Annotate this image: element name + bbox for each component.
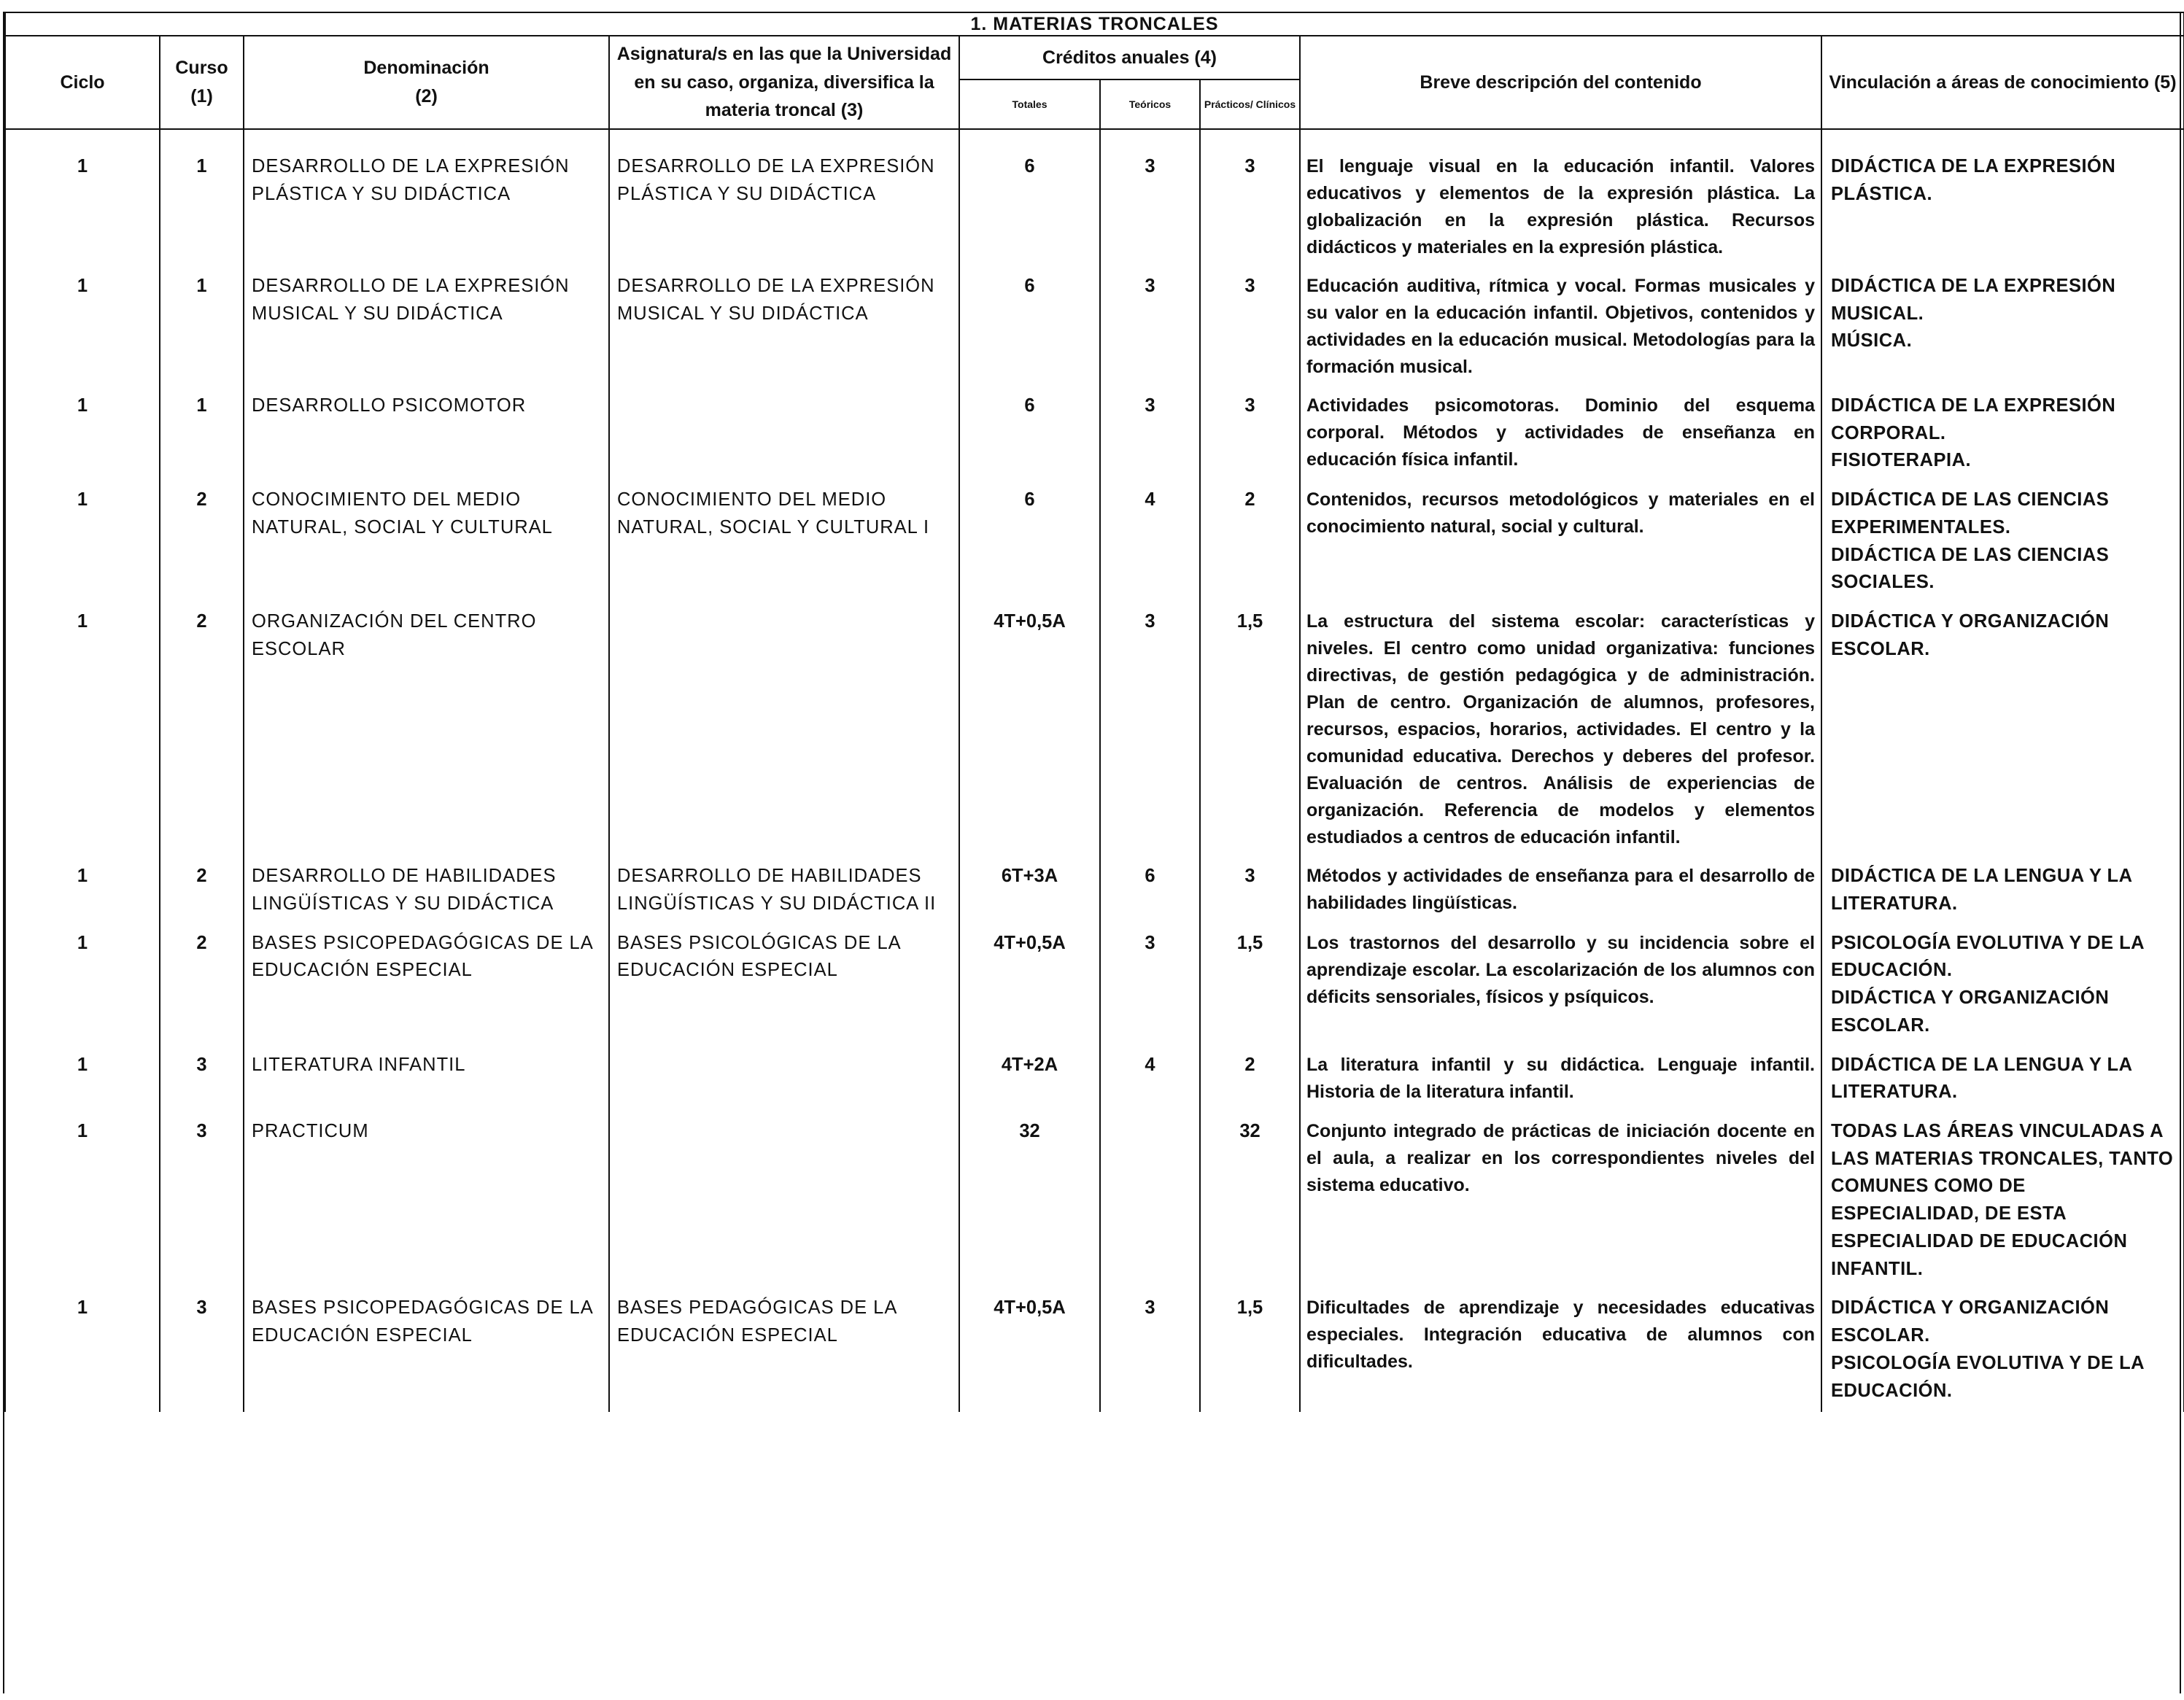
document-page [3,12,2181,1693]
creditos-teoricos-cell: 6 [1100,858,1200,925]
area-item: MÚSICA. [1831,330,1913,352]
vinculacion-cell [1821,1290,2184,1412]
asignatura-cell: BASES PSICOLÓGICAS DE LA EDUCACIÓN ESPECIAL [609,925,959,1047]
denominacion-cell: DESARROLLO PSICOMOTOR [244,388,609,482]
denominacion-cell: LITERATURA INFANTIL [244,1047,609,1114]
header-creditos: Créditos anuales (4) [959,36,1300,79]
creditos-practicos-cell: 3 [1200,388,1300,482]
area-item: PSICOLOGÍA EVOLUTIVA Y DE LA EDUCACIÓN. [1831,1352,2145,1401]
descripcion-cell: Conjunto integrado de prácticas de iniciación docente en el aula, a realizar en los correspondientes niveles del sistema educativo. [1300,1114,1821,1290]
vinculacion-cell [1821,482,2184,604]
area-item: DIDÁCTICA DE LA LENGUA Y LA LITERATURA. [1831,866,2132,914]
area-item: DIDÁCTICA Y ORGANIZACIÓN ESCOLAR. [1831,1297,2110,1346]
denominacion-cell: BASES PSICOPEDAGÓGICAS DE LA EDUCACIÓN ESPECIAL [244,925,609,1047]
header-ciclo: Ciclo [5,36,160,129]
asignatura-cell [609,604,959,858]
header-denominacion: Denominación (2) [244,36,609,129]
table-row [5,1290,2184,1412]
ciclo-cell: 1 [5,1290,160,1412]
creditos-totales-cell: 4T+0,5A [959,604,1100,858]
curso-cell: 3 [160,1114,244,1290]
table-row [5,1047,2184,1114]
creditos-practicos-cell: 1,5 [1200,925,1300,1047]
area-item: DIDÁCTICA DE LA EXPRESIÓN CORPORAL. [1831,395,2116,443]
creditos-teoricos-cell: 3 [1100,388,1200,482]
vinculacion-cell [1821,925,2184,1047]
creditos-practicos-cell: 1,5 [1200,604,1300,858]
vinculacion-cell [1821,388,2184,482]
creditos-teoricos-cell [1100,1114,1200,1290]
descripcion-cell: Educación auditiva, rítmica y vocal. Formas musicales y su valor en la educación infantil. Objetivos, contenidos y actividades en la educación musical. Metodologías para la formación musical. [1300,268,1821,388]
creditos-totales-cell: 6 [959,388,1100,482]
asignatura-cell [609,1047,959,1114]
asignatura-cell: DESARROLLO DE HABILIDADES LINGÜÍSTICAS Y SU DIDÁCTICA II [609,858,959,925]
vinculacion-cell [1821,149,2184,268]
asignatura-cell: BASES PEDAGÓGICAS DE LA EDUCACIÓN ESPECIAL [609,1290,959,1412]
area-item: FISIOTERAPIA. [1831,450,1972,471]
creditos-totales-cell: 4T+0,5A [959,1290,1100,1412]
denominacion-cell: DESARROLLO DE LA EXPRESIÓN PLÁSTICA Y SU DIDÁCTICA [244,149,609,268]
area-item: TODAS LAS ÁREAS VINCULADAS A LAS MATERIAS TRONCALES, TANTO COMUNES COMO DE ESPECIALIDAD, DE ESTA ESPECIALIDAD DE EDUCACIÓN INFANTIL. [1831,1121,2174,1279]
denominacion-cell: CONOCIMIENTO DEL MEDIO NATURAL, SOCIAL Y CULTURAL [244,482,609,604]
area-item: DIDÁCTICA DE LA EXPRESIÓN PLÁSTICA. [1831,156,2116,204]
ciclo-cell: 1 [5,604,160,858]
area-item: DIDÁCTICA DE LAS CIENCIAS SOCIALES. [1831,544,2110,593]
ciclo-cell: 1 [5,925,160,1047]
creditos-practicos-cell: 32 [1200,1114,1300,1290]
table-row [5,149,2184,268]
curso-cell: 3 [160,1290,244,1412]
descripcion-cell: Los trastornos del desarrollo y su incidencia sobre el aprendizaje escolar. La escolarización de los alumnos con déficits sensoriales, físicos y psíquicos. [1300,925,1821,1047]
curso-cell: 1 [160,149,244,268]
table-title: 1. MATERIAS TRONCALES [5,12,2184,36]
ciclo-cell: 1 [5,268,160,388]
asignatura-cell: DESARROLLO DE LA EXPRESIÓN MUSICAL Y SU DIDÁCTICA [609,268,959,388]
creditos-totales-cell: 6 [959,482,1100,604]
header-descripcion: Breve descripción del contenido [1300,36,1821,129]
header-practicos: Prácticos/ Clínicos [1200,79,1300,129]
curso-cell: 2 [160,604,244,858]
area-item: PSICOLOGÍA EVOLUTIVA Y DE LA EDUCACIÓN. [1831,932,2145,981]
area-item: DIDÁCTICA DE LA EXPRESIÓN MUSICAL. [1831,276,2116,324]
creditos-totales-cell: 4T+2A [959,1047,1100,1114]
creditos-teoricos-cell: 3 [1100,1290,1200,1412]
denominacion-cell: BASES PSICOPEDAGÓGICAS DE LA EDUCACIÓN ESPECIAL [244,1290,609,1412]
area-item: DIDÁCTICA DE LAS CIENCIAS EXPERIMENTALES. [1831,489,2110,537]
descripcion-cell: Contenidos, recursos metodológicos y materiales en el conocimiento natural, social y cultural. [1300,482,1821,604]
asignatura-cell [609,388,959,482]
denominacion-cell: PRACTICUM [244,1114,609,1290]
curso-cell: 2 [160,858,244,925]
ciclo-cell: 1 [5,1047,160,1114]
creditos-practicos-cell: 1,5 [1200,1290,1300,1412]
curso-cell: 1 [160,268,244,388]
header-curso: Curso (1) [160,36,244,129]
header-asignaturas: Asignatura/s en las que la Universidad en su caso, organiza, diversifica la materia troncal (3) [609,36,959,129]
descripcion-cell: La estructura del sistema escolar: características y niveles. El centro como unidad organizativa: funciones directivas, de gestión pedagógica y de administración. Plan de centro. Organización de alumnos, profesores, recursos, espacios, horarios, actividades. El centro y la comunidad educativa. Derechos y deberes del profesor. Evaluación de centros. Análisis de experiencias de organización. Referencia de modelos y elementos estudiados a centros de educación infantil. [1300,604,1821,858]
descripcion-cell: Actividades psicomotoras. Dominio del esquema corporal. Métodos y actividades de enseñanza en educación física infantil. [1300,388,1821,482]
creditos-practicos-cell: 3 [1200,268,1300,388]
creditos-practicos-cell: 2 [1200,482,1300,604]
creditos-practicos-cell: 3 [1200,858,1300,925]
ciclo-cell: 1 [5,149,160,268]
descripcion-cell: El lenguaje visual en la educación infantil. Valores educativos y elementos de la expresión plástica. La globalización en la expresión plástica. Recursos didácticos y materiales en la expresión plástica. [1300,149,1821,268]
area-item: DIDÁCTICA Y ORGANIZACIÓN ESCOLAR. [1831,611,2110,659]
creditos-totales-cell: 4T+0,5A [959,925,1100,1047]
creditos-teoricos-cell: 3 [1100,604,1200,858]
creditos-totales-cell: 32 [959,1114,1100,1290]
header-vinculacion: Vinculación a áreas de conocimiento (5) [1821,36,2184,129]
table-row [5,858,2184,925]
vinculacion-cell [1821,858,2184,925]
ciclo-cell: 1 [5,858,160,925]
creditos-teoricos-cell: 3 [1100,925,1200,1047]
ciclo-cell: 1 [5,388,160,482]
table-row [5,925,2184,1047]
curso-cell: 1 [160,388,244,482]
table-body [5,129,2184,1412]
area-item: DIDÁCTICA Y ORGANIZACIÓN ESCOLAR. [1831,987,2110,1036]
creditos-totales-cell: 6 [959,268,1100,388]
denominacion-cell: DESARROLLO DE LA EXPRESIÓN MUSICAL Y SU DIDÁCTICA [244,268,609,388]
vinculacion-cell [1821,268,2184,388]
descripcion-cell: Métodos y actividades de enseñanza para el desarrollo de habilidades lingüísticas. [1300,858,1821,925]
creditos-teoricos-cell: 4 [1100,482,1200,604]
curso-cell: 2 [160,482,244,604]
descripcion-cell: La literatura infantil y su didáctica. Lenguaje infantil. Historia de la literatura infantil. [1300,1047,1821,1114]
asignatura-cell [609,1114,959,1290]
table-row [5,1114,2184,1290]
denominacion-cell: ORGANIZACIÓN DEL CENTRO ESCOLAR [244,604,609,858]
materias-troncales-table [4,12,2184,1412]
table-row [5,604,2184,858]
ciclo-cell: 1 [5,482,160,604]
creditos-teoricos-cell: 3 [1100,268,1200,388]
curso-cell: 3 [160,1047,244,1114]
asignatura-cell: CONOCIMIENTO DEL MEDIO NATURAL, SOCIAL Y CULTURAL I [609,482,959,604]
vinculacion-cell [1821,604,2184,858]
creditos-totales-cell: 6 [959,149,1100,268]
creditos-totales-cell: 6T+3A [959,858,1100,925]
descripcion-cell: Dificultades de aprendizaje y necesidades educativas especiales. Integración educativa de alumnos con dificultades. [1300,1290,1821,1412]
curso-cell: 2 [160,925,244,1047]
denominacion-cell: DESARROLLO DE HABILIDADES LINGÜÍSTICAS Y SU DIDÁCTICA [244,858,609,925]
table-row [5,268,2184,388]
header-totales: Totales [959,79,1100,129]
table-row [5,388,2184,482]
creditos-practicos-cell: 3 [1200,149,1300,268]
vinculacion-cell [1821,1114,2184,1290]
asignatura-cell: DESARROLLO DE LA EXPRESIÓN PLÁSTICA Y SU DIDÁCTICA [609,149,959,268]
area-item: DIDÁCTICA DE LA LENGUA Y LA LITERATURA. [1831,1054,2132,1103]
creditos-practicos-cell: 2 [1200,1047,1300,1114]
table-row [5,482,2184,604]
creditos-teoricos-cell: 4 [1100,1047,1200,1114]
vinculacion-cell [1821,1047,2184,1114]
ciclo-cell: 1 [5,1114,160,1290]
header-teoricos: Teóricos [1100,79,1200,129]
creditos-teoricos-cell: 3 [1100,149,1200,268]
